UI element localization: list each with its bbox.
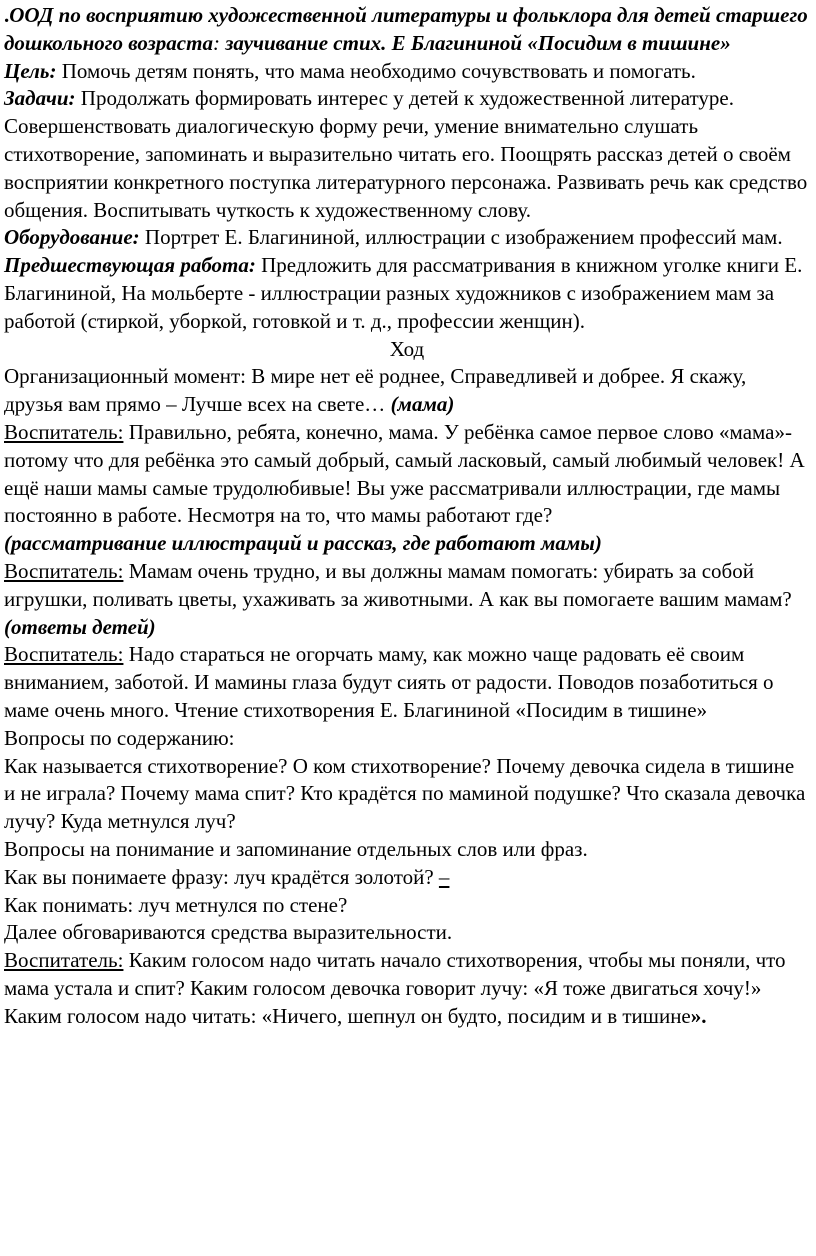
teacher-label: Воспитатель: — [4, 419, 124, 444]
teacher-speech: Каким голосом девочка говорит лучу: «Я тоже двигаться хочу!» Каким голосом надо читать: «Ничего, шепнул он будто, посидим и в тишине — [4, 975, 762, 1028]
title-colon: : — [212, 30, 226, 55]
org-moment-paragraph — [4, 363, 810, 419]
document-title — [4, 2, 810, 58]
equipment-text: Портрет Е. Благининой, иллюстрации с изображением профессий мам. — [139, 225, 783, 250]
equipment-label: Оборудование: — [4, 225, 140, 250]
teacher-label: Воспитатель: — [4, 948, 124, 973]
closing-quote: ». — [690, 1003, 707, 1028]
tasks-paragraph — [4, 85, 810, 224]
teacher-speech: Мамам очень трудно, и вы должны мамам помогать: убирать за собой игрушки, поливать цветы, ухаживать за животными. А как вы помогаете вашим мамам? — [4, 558, 792, 611]
course-heading: Ход — [389, 336, 425, 361]
content-questions: Как называется стихотворение? О ком стихотворение? Почему девочка сидела в тишине и не играла? Почему мама спит? Кто крадётся по маминой подушке? Что сказала девочка лучу? Куда метнулся луч? — [4, 753, 806, 834]
teacher-label: Воспитатель: — [4, 558, 124, 583]
teacher-speech: Каким голосом надо читать начало стихотворения, чтобы мы поняли, что мама устала и спит? — [4, 948, 786, 1000]
title-dot: . — [4, 3, 10, 27]
tasks-text: Продолжать формировать интерес у детей к художественной литературе. Совершенствовать диалогическую форму речи, умение внимательно слушать стихотворение, запоминать и выразительно читать его. Поощрять рассказ детей о своём восприятии конкретного поступка литературного персонажа. Развивать речь как средство общения. Воспитывать чуткость к художественному слову. — [4, 86, 808, 222]
tasks-label: Задачи: — [4, 86, 76, 111]
equipment-paragraph — [4, 224, 810, 252]
org-moment-answer: (мама) — [390, 392, 455, 417]
teacher-paragraph-2 — [4, 558, 810, 641]
phrase-question-1-dash: – — [438, 864, 450, 889]
teacher-paragraph-1 — [4, 419, 810, 530]
understanding-heading: Вопросы на понимание и запоминание отдельных слов или фраз. — [4, 836, 588, 861]
teacher-paragraph-3 — [4, 641, 810, 724]
teacher-speech: Правильно, ребята, конечно, мама. У ребёнка самое первое слово «мама»- потому что для ребёнка это самый добрый, самый ласковый, самый любимый человек! А ещё наши мамы самые трудолюбивые! Вы уже рассматривали иллюстрации, где мамы постоянно в работе. Несмотря на то, что мамы работают где? — [4, 419, 805, 528]
phrase-question-2: Как понимать: луч метнулся по стене? — [4, 892, 348, 917]
title-subject: заучивание стих. Е Благининой «Посидим в тишине» — [225, 30, 731, 55]
teacher-speech: Надо стараться не огорчать маму, как можно чаще радовать её своим вниманием, заботой. И мамины глаза будут сиять от радости. Поводов позаботиться о маме очень много. Чтение стихотворения Е. Благининой «Посидим в тишине» — [4, 642, 774, 722]
phrase-question-1-text: Как вы понимаете фразу: луч крадётся золотой? — [4, 864, 439, 889]
teacher-paragraph-4 — [4, 947, 810, 1030]
org-moment-text: Организационный момент: В мире нет её роднее, Справедливей и добрее. Я скажу, друзья вам прямо – Лучше всех на свете… — [4, 364, 747, 417]
children-answers-note: (ответы детей) — [4, 614, 156, 639]
goal-paragraph — [4, 58, 810, 86]
illustrations-note: (рассматривание иллюстраций и рассказ, где работают мамы) — [4, 531, 602, 556]
goal-text: Помочь детям понять, что мама необходимо сочувствовать и помогать. — [56, 58, 696, 83]
prework-paragraph — [4, 252, 810, 335]
prework-text: Предложить для рассматривания в книжном уголке книги Е. Благининой, На мольберте - иллюстрации разных художников с изображением мам за работой (стиркой, уборкой, готовкой и т. д., профессии женщин). — [4, 253, 803, 333]
prework-label: Предшествующая работа: — [4, 253, 256, 278]
expressive-means-note: Далее обговариваются средства выразительности. — [4, 920, 453, 945]
content-questions-heading: Вопросы по содержанию: — [4, 725, 235, 750]
teacher-label: Воспитатель: — [4, 642, 124, 667]
phrase-question-1 — [4, 864, 810, 892]
title-main: ООД по восприятию художественной литературы и фольклора для детей старшего дошкольного возраста — [4, 3, 808, 55]
goal-label: Цель: — [4, 58, 57, 83]
